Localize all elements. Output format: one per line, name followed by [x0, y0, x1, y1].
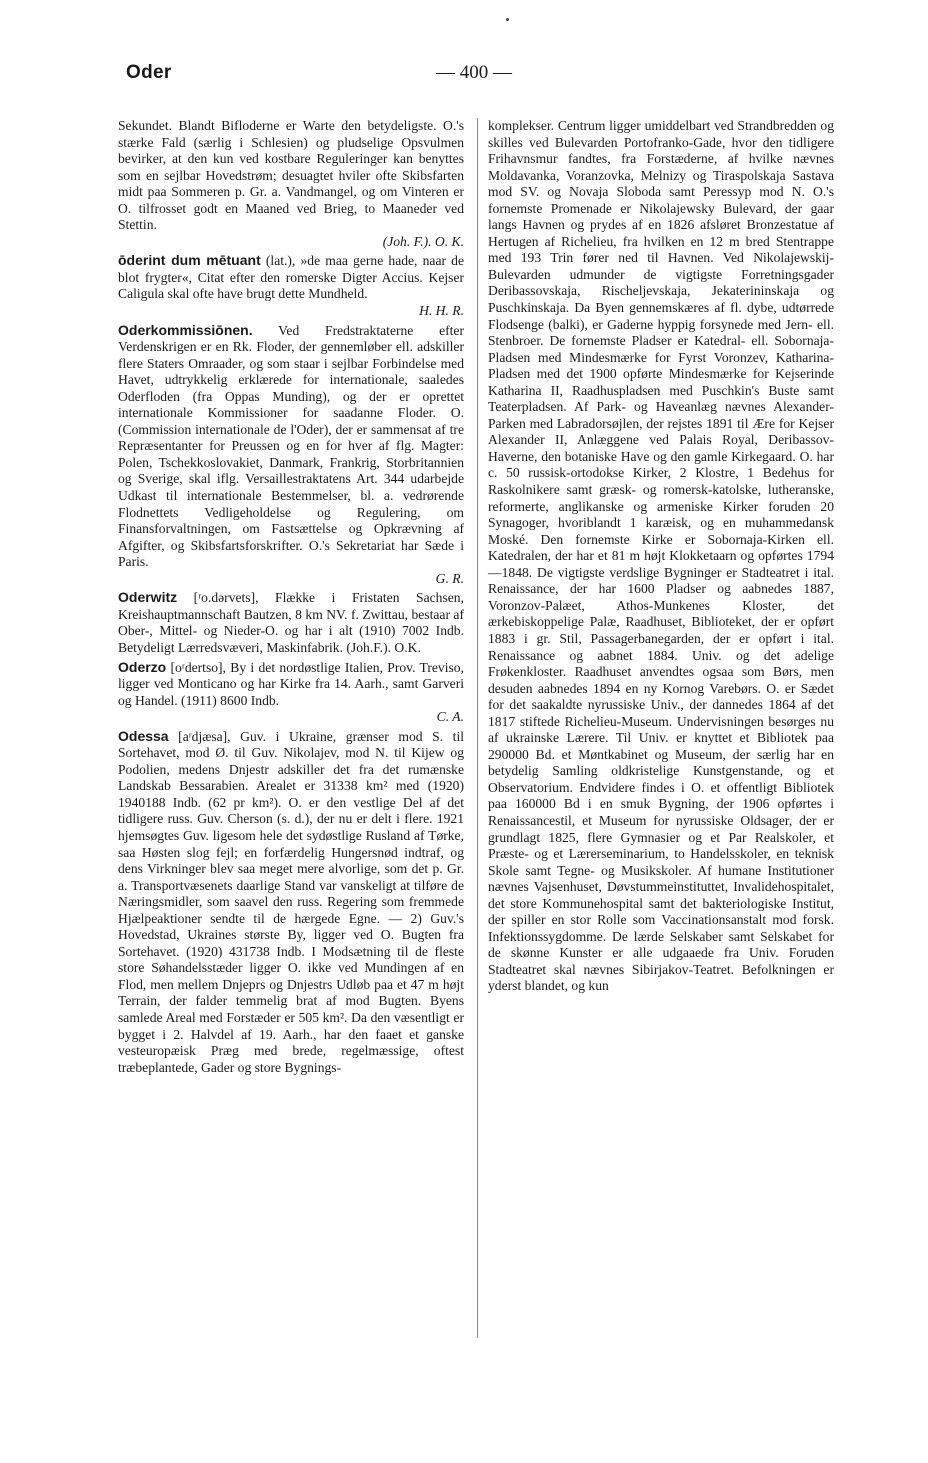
headword: Odessa	[118, 727, 169, 744]
running-head-word: Oder	[126, 62, 172, 83]
entry-text: [oʳdertso], By i det nordøstlige Italien, Prov. Treviso, ligger ved Monticano og har Kirke fra 14. Aarh., samt Garveri og Handel. (1911) 8600 Indb.	[118, 659, 464, 708]
author-signature: (Joh. F.). O. K.	[382, 233, 464, 249]
entry-text: Ved Fredstraktaterne efter Verdenskrigen er en Rk. Floder, der gennemløber ell. adskiller flere Staters Omraader, og som staar i sejlbar Forbindelse med Havet, udtrykkelig erklærede for internationale, saaledes Oderfloden (fra Oppas Munding), og der er oprettet internationale Kommissioner for saadanne Floder. O. (Commission internationale de l'Oder), der er sammensat af tre Repræsentanter for Preussen og en for hver af flg. Magter: Polen, Tschekkoslovakiet, Danmark, Frankrig, Storbritannien og Sverige, skal iflg. Versaillestraktatens Art. 344 udarbejde Udkast til internationale Bestemmelser, bl. a. vedrørende Flodnettets Vedligeholdelse og Regulering, om Finansforvaltningen, om Fastsættelse og Opkrævning af Afgifter, og Skibsfartsforskrifter. O.'s Sekretariat har Sæde i Paris.	[118, 322, 464, 570]
right-column	[488, 118, 834, 995]
left-column	[118, 118, 464, 1076]
headword: Oderkommissiōnen.	[118, 321, 253, 338]
entry-oderint	[118, 252, 464, 319]
entry-odessa	[118, 728, 464, 1076]
page-number: — 400 —	[436, 62, 512, 83]
author-signature: C. A.	[436, 709, 464, 725]
author-signature: G. R.	[435, 570, 464, 586]
column-divider	[477, 118, 478, 1338]
headword: ōderint dum mētuant	[118, 252, 261, 269]
entry-oderkommissionen	[118, 322, 464, 588]
entry-oderzo	[118, 659, 464, 726]
speck	[506, 18, 509, 21]
text-columns	[118, 118, 860, 1348]
entry-text: [ʳo.dərvets], Flække i Fristaten Sachsen, Kreishauptmannschaft Bautzen, 8 km NV. f. Zwittau, bestaar af Ober-, Mittel- og Nieder-O. og har i alt (1910) 7002 Indb. Betydeligt Lærredsvæveri, Maskinfabrik. (Joh.F.). O.K.	[118, 590, 464, 655]
author-signature: H. H. R.	[419, 303, 464, 319]
paragraph-text: Sekundet. Blandt Bifloderne er Warte den betydeligste. O.'s stærke Fald (særlig i Schlesien) og pludselige Opsvulmen bevirker, at den kun ved kostbare Reguleringer kan benyttes som en sejlbar Hovedstrøm; desuagtet hviler ofte Skibsfarten midt paa Sommeren p. Gr. a. Vandmangel, og om Vinteren er O. tilfrosset godt en Maaned ved Brieg, to Maaneder ved Stettin.	[118, 118, 464, 233]
entry-oderwitz	[118, 589, 464, 656]
headword: Oderwitz	[118, 589, 178, 606]
headword: Oderzo	[118, 658, 167, 675]
paragraph-odessa-continued: komplekser. Centrum ligger umiddelbart ved Strandbredden og skilles ved Bulevarden Portofranko-Gade, hvor den tidligere Frihavnsmur fandtes, fra Forstæderne, af hvilke nævnes Moldavanka, Voranzovka, Melnizy og Tiraspolskaja Sastava mod SV. og Novaja Sloboda samt Peressyp mod N. O.'s fornemste Promenade er Nikolajewsky Bulevard, der gaar langs Havnen og prydes af en 1826 afsløret Bronzestatue af Hertugen af Richelieu, fra hvilken en 12 m bred Stentrappe med 193 Trin fører ned til Havnen. Ved Nikolajewskij-Bulevarden udmunder de vigtigste Forretningsgader Deribassovskaja, Rischeljevskaja, Jekaterininskaja og Puschkinskaja. Da Byen gennemskæres af fl. dybe, udtørrede Flodsenge (balki), er Gaderne hyppig forsynede med Jern- ell. Stenbroer. De fornemste Pladser er Katedral- ell. Sobornaja-Pladsen med Mindesmærke for Fyrst Voronzev, Katharina-Pladsen med det 1900 opførte Mindesmærke for Kejserinde Katharina II, Raadhuspladsen med Puschkin's Buste samt Teaterpladsen. Af Park- og Haveanlæg nævnes Alexander-Parken med Labradorsøjlen, der rejstes 1891 til Ære for Kejser Alexander II, Anlæggene ved Palais Royal, Deribassov-Haverne, den botaniske Have og den gamle Kirkegaard. O. har c. 50 russisk-ortodokse Kirker, 2 Klostre, 1 Bedehus for Raskolnikere samt græsk- og romersk-katolske, lutheranske, reformerte, anglikanske og armeniske Kirker foruden 20 Synagoger, hvoriblandt 1 karæisk, og en muhammedansk Moské. Den fornemste Kirke er Sobornaja-Kirken ell. Katedralen, der har et 81 m højt Klokketaarn og opførtes 1794—1848. De vigtigste verdslige Bygninger er Stadteatret i ital. Renaissance, der har 1600 Pladser og aabnedes 1887, Voronzov-Palæet, Athos-Munkenes Kloster, det ærkebiskoppelige Palæ, Raadhuset, Biblioteket, der er opført 1883 i gr. Stil, Passagerbanegarden, der er opført i ital. Renaissance og aabnet 1884. Univ. og det adelige Frøkenkloster. Raadhuset anvendtes ogsaa som Børs, men desuden aabnedes 1894 en ny Kornog Varebørs. O. er Sædet for det saakaldte nyrussiske Univ., der dannedes 1864 af det 1817 stiftede Richelieu-Museum. Undervisningen besørges nu af ukrainske Lærere. Til Univ. er knyttet et Bibliotek paa 290000 Bd. et Møntkabinet og Museum, der særlig har en betydelig Samling oldkristelige Kunstgenstande, og et Observatorium. Endvidere findes i O. et offentligt Bibliotek paa 160000 Bd i en smuk Bygning, der 1906 opførtes i Renaissancestil, et Museum for nyrussiske Oldsager, der er grundlagt 1825, flere Gymnasier og et Par Realskoler, et Præste- og et Lærerseminarium, to Handelsskoler, en teknisk Skole samt Tegne- og Musikskoler. Af humane Institutioner nævnes Vajsenhuset, Døvstummeinstituttet, Invalidehospitalet, det store Kommunehospital samt det bakteriologiske Institut, der spiller en stor Rolle som Vaccinationsanstalt mod forsk. Infektionssygdomme. De lærde Selskaber samt Selskabet for de skønne Kunster er alle udgaaede fra Univ. Foruden Stadteatret skal nævnes Sibirjakov-Teatret. Befolkningen er yderst blandet, og kun	[488, 118, 834, 994]
entry-text: (lat.), »de maa gerne hade, naar de blot frygter«, Citat efter den romerske Digter Accius. Kejser Caligula skal ofte have brugt dette Mundheld.	[118, 253, 464, 302]
paragraph-oder-continued	[118, 118, 464, 250]
entry-text: [aʳdjæsa], Guv. i Ukraine, grænser mod S. til Sortehavet, mod Ø. til Guv. Nikolajev, mod N. til Kijew og Podolien, medens Dnjestr adskiller det fra det rumænske Landskab Bessarabien. Arealet er 31338 km² med (1920) 1940188 Indb. (62 pr km²). O. er den vestlige Del af det tidligere russ. Guv. Cherson (s. d.), der nu er delt i flere. 1921 hjemsøgtes Guv. ligesom hele det sydøstlige Rusland af Tørke, saa Høsten slog fejl; en forfærdelig Hungersnød indtraf, og dens Virkninger blev saa meget mere alvorlige, som det p. Gr. a. Transportvæsenets daarlige Stand var vanskeligt at tilføre de Næringsmidler, som saavel den russ. Regering som fremmede Hjælpeaktioner sendte til de hærgede Egne. — 2) Guv.'s Hovedstad, Ukraines største By, ligger ved O. Bugten fra Sortehavet. (1920) 431738 Indb. I Modsætning til de fleste store Søhandelsstæder ligger O. ikke ved Mundingen af en Flod, men mellem Dnjeprs og Dnjestrs Udløb paa et 47 m højt Terrain, der falder temmelig brat af mod Bugten. Byens samlede Areal med Forstæder er 505 km². Da den væsentligt er bygget i 2. Halvdel af 19. Aarh., har den faaet et ganske vesteuropæisk Præg med brede, regelmæssige, oftest træbeplantede, Gader og store Bygnings-	[118, 728, 464, 1075]
page-header	[126, 62, 816, 96]
